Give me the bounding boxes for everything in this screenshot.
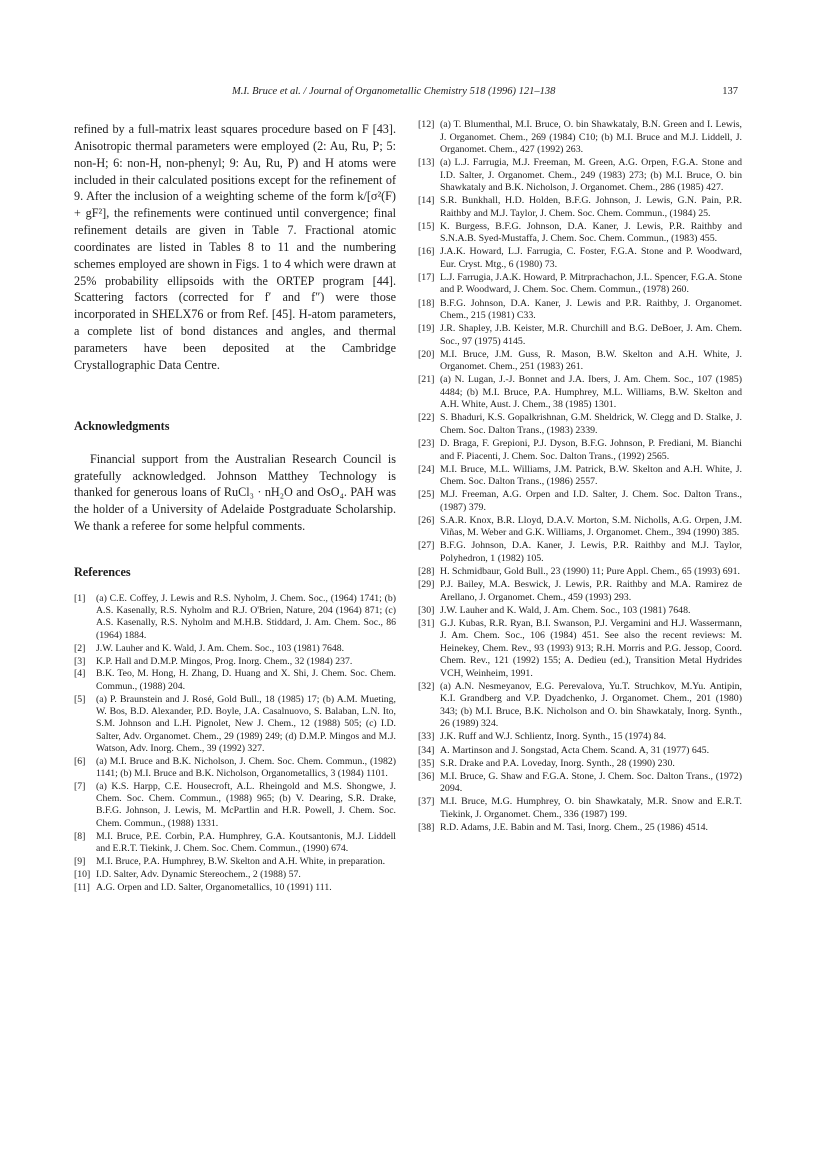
- reference-item: [418, 464, 742, 489]
- reference-item: [74, 756, 396, 781]
- reference-item: [418, 412, 742, 437]
- reference-item: [418, 579, 742, 604]
- reference-item: [74, 781, 396, 830]
- reference-item: [74, 656, 396, 668]
- reference-text: J.A.K. Howard, L.J. Farrugia, C. Foster, F.G.A. Stone and P. Woodward, Eur. Cryst. Mtg., 6 (1980) 73.: [440, 246, 742, 270]
- reference-number: [24]: [418, 463, 435, 475]
- reference-text: B.F.G. Johnson, D.A. Kaner, J. Lewis, P.R. Raithby and M.J. Taylor, Polyhedron, 1 (1982) 105.: [440, 540, 742, 564]
- reference-text: (a) T. Blumenthal, M.I. Bruce, O. bin Shawkataly, B.N. Green and I. Lewis, J. Organomet. Chem., 269 (1984) C10; (b) M.I. Bruce and M.J. Liddell, J. Organomet. Chem., 427 (1992) 263.: [440, 119, 742, 155]
- left-column: [74, 121, 396, 895]
- reference-text: K.P. Hall and D.M.P. Mingos, Prog. Inorg. Chem., 32 (1984) 237.: [96, 655, 353, 667]
- reference-text: (a) C.E. Coffey, J. Lewis and R.S. Nyholm, J. Chem. Soc., (1964) 1741; (b) A.S. Kasenally, R.S. Nyholm and R.J. O'Brien, Nature, 204 (1964) 871; (c) A.S. Kasenally, R.S. Nyholm and M.H.B. Stiddard, J. Am. Chem. Soc., 86 (1964) 1884.: [96, 592, 396, 641]
- body-paragraph: refined by a full-matrix least squares procedure based on F [43]. Anisotropic thermal parameters were employed (2: Au, Ru, P; 5: non-H; 6: non-H, non-phenyl; 9: Au, Ru, P) and H atoms were included in their calculated positions except for the refinement of 9. After the inclusion of a weighting scheme of the form k/[σ²(F) + gF²], the refinements were continued until convergence; final refinement details are given in Table 7. Fractional atomic coordinates are listed in Tables 8 to 11 and the numbering schemes employed are shown in Figs. 1 to 4 which were drawn at 25% probability ellipsoids with the ORTEP program [44]. Scattering factors (corrected for f′ and f″) were those incorporated in SHELX76 or from Ref. [45]. H-atom parameters, a complete list of bond distances and angles, and thermal parameters have been deposited at the Cambridge Crystallographic Data Centre.: [74, 122, 396, 372]
- acknowledgments-text: Financial support from the Australian Research Council is gratefully acknowledged. Johnson Matthey Technology is thanked for generous loans of RuCl₃ · nH₂O and OsO₄. PAH was the holder of a University of Adelaide Postgraduate Scholarship. We thank a referee for some helpful comments.: [74, 451, 396, 534]
- reference-text: M.I. Bruce, G. Shaw and F.G.A. Stone, J. Chem. Soc. Dalton Trans., (1972) 2094.: [440, 770, 742, 795]
- reference-number: [32]: [418, 680, 435, 692]
- reference-item: [74, 882, 396, 894]
- reference-text: S. Bhaduri, K.S. Gopalkrishnan, G.M. Sheldrick, W. Clegg and D. Stalke, J. Chem. Soc. Dalton Trans., (1983) 2339.: [440, 412, 742, 436]
- reference-text: (a) L.J. Farrugia, M.J. Freeman, M. Green, A.G. Orpen, F.G.A. Stone and I.D. Salter, J. Organomet. Chem., 249 (1983) 273; (b) M.I. Bruce, O. bin Shawkataly and B.K. Nicholson, J. Organomet. Chem., 286 (1985) 427.: [440, 157, 742, 194]
- reference-text: J.W. Lauher and K. Wald, J. Am. Chem. Soc., 103 (1981) 7648.: [440, 604, 691, 616]
- reference-number: [2]: [74, 642, 86, 654]
- reference-item: [418, 618, 742, 681]
- reference-number: [34]: [418, 744, 435, 756]
- reference-number: [10]: [74, 868, 91, 880]
- reference-text: G.J. Kubas, R.R. Ryan, B.I. Swanson, P.J. Vergamini and H.J. Wassermann, J. Am. Chem. Soc., 106 (1984) 451. See also the recent reviews: M. Heinekey, Chem. Rev., 93 (1993) 913; R.H. Morris and P.G. Jessop, Coord. Chem. Rev., 121 (1992) 155; A. Dedieu (ed.), Transition Metal Hydrides VCH, Weinheim, 1991.: [440, 617, 742, 679]
- reference-item: [74, 869, 396, 881]
- reference-number: [20]: [418, 348, 435, 360]
- reference-number: [26]: [418, 514, 435, 526]
- running-head: M.I. Bruce et al. / Journal of Organometallic Chemistry 518 (1996) 121–138: [232, 86, 556, 97]
- reference-number: [5]: [74, 693, 86, 705]
- reference-item: [418, 323, 742, 348]
- reference-text: M.I. Bruce, M.L. Williams, J.M. Patrick, B.W. Skelton and A.H. White, J. Chem. Soc. Dalton Trans., (1986) 2557.: [440, 463, 742, 488]
- page-header: [74, 86, 738, 102]
- reference-text: J.R. Shapley, J.B. Keister, M.R. Churchill and B.G. DeBoer, J. Am. Chem. Soc., 97 (1975) 4145.: [440, 323, 742, 347]
- reference-item: [418, 349, 742, 374]
- reference-item: [74, 831, 396, 856]
- references-list-left: [74, 593, 396, 894]
- reference-number: [13]: [418, 157, 435, 169]
- reference-item: [418, 745, 742, 758]
- reference-item: [418, 438, 742, 463]
- reference-text: J.K. Ruff and W.J. Schlientz, Inorg. Synth., 15 (1974) 84.: [440, 731, 667, 743]
- reference-item: [418, 540, 742, 565]
- reference-text: D. Braga, F. Grepioni, P.J. Dyson, B.F.G. Johnson, P. Frediani, M. Bianchi and F. Piacenti, J. Chem. Soc. Dalton Trans., (1992) 2565.: [440, 438, 742, 462]
- reference-number: [27]: [418, 540, 435, 552]
- reference-number: [36]: [418, 770, 435, 782]
- reference-text: R.D. Adams, J.E. Babin and M. Tasi, Inorg. Chem., 25 (1986) 4514.: [440, 821, 708, 833]
- reference-number: [30]: [418, 604, 435, 616]
- reference-text: J.W. Lauher and K. Wald, J. Am. Chem. Soc., 103 (1981) 7648.: [96, 642, 345, 654]
- reference-number: [8]: [74, 830, 86, 842]
- reference-text: H. Schmidbaur, Gold Bull., 23 (1990) 11; Pure Appl. Chem., 65 (1993) 691.: [440, 566, 741, 577]
- reference-number: [35]: [418, 757, 435, 769]
- reference-text: (a) K.S. Harpp, C.E. Housecroft, A.L. Rheingold and M.S. Shongwe, J. Chem. Soc. Chem. Commun., (1988) 965; (b) V. Dearing, S.R. Drake, B.F.G. Johnson, J. Lewis, M. McPartlin and H.R. Powell, J. Chem. Soc. Chem. Commun., (1988) 1331.: [96, 780, 396, 829]
- reference-number: [23]: [418, 438, 435, 450]
- reference-item: [418, 298, 742, 323]
- reference-number: [1]: [74, 592, 86, 604]
- reference-text: M.I. Bruce, M.G. Humphrey, O. bin Shawkataly, M.R. Snow and E.R.T. Tiekink, J. Organomet. Chem., 336 (1987) 199.: [440, 796, 742, 820]
- reference-item: [418, 272, 742, 297]
- reference-item: [418, 515, 742, 540]
- reference-item: [74, 643, 396, 655]
- reference-text: (a) N. Lugan, J.-J. Bonnet and J.A. Ibers, J. Am. Chem. Soc., 107 (1985) 4484; (b) M.I. Bruce, P.A. Humphrey, M.L. Williams, B.W. Skelton and A.H. White, Aust. J. Chem., 38 (1985) 1301.: [440, 374, 742, 411]
- reference-item: [418, 681, 742, 731]
- reference-text: (a) P. Braunstein and J. Rosé, Gold Bull., 18 (1985) 17; (b) A.M. Mueting, W. Bos, B.D. Alexander, P.D. Boyle, J.A. Casalnuovo, S. Balaban, L.N. Ito, S.M. Johnson and L.H. Pignolet, New J. Chem., 12 (1988) 505; (c) I.D. Salter, Adv. Organomet. Chem., 29 (1989) 249; (d) D.M.P. Mingos and M.J. Watson, Adv. Inorg. Chem., 39 (1992) 327.: [96, 693, 396, 754]
- reference-number: [16]: [418, 246, 435, 258]
- reference-number: [7]: [74, 780, 86, 792]
- reference-number: [22]: [418, 412, 435, 424]
- reference-number: [18]: [418, 297, 435, 309]
- reference-text: A.G. Orpen and I.D. Salter, Organometallics, 10 (1991) 111.: [96, 881, 332, 893]
- reference-item: [74, 668, 396, 693]
- reference-text: A. Martinson and J. Songstad, Acta Chem. Scand. A, 31 (1977) 645.: [440, 744, 710, 756]
- reference-number: [15]: [418, 220, 435, 232]
- acknowledgments-heading: Acknowledgments: [74, 418, 170, 433]
- reference-text: B.F.G. Johnson, D.A. Kaner, J. Lewis and P.R. Raithby, J. Organomet. Chem., 215 (1981) C33.: [440, 297, 742, 322]
- reference-item: [418, 822, 742, 835]
- reference-text: (a) A.N. Nesmeyanov, E.G. Perevalova, Yu.T. Struchkov, M.Yu. Antipin, K.I. Grandberg and V.P. Dyadchenko, J. Organomet. Chem., 201 (1980) 343; (b) M.I. Bruce, B.K. Nicholson and O. bin Shawkataly, Inorg. Synth., 26 (1989) 324.: [440, 680, 742, 730]
- right-column: [418, 119, 742, 835]
- reference-text: M.I. Bruce, P.A. Humphrey, B.W. Skelton and A.H. White, in preparation.: [96, 855, 386, 867]
- reference-text: S.R. Drake and P.A. Loveday, Inorg. Synth., 28 (1990) 230.: [440, 757, 675, 769]
- reference-number: [11]: [74, 881, 90, 893]
- reference-text: M.I. Bruce, P.E. Corbin, P.A. Humphrey, G.A. Koutsantonis, M.J. Liddell and E.R.T. Tiekink, J. Chem. Soc. Chem. Commun., (1990) 674.: [96, 830, 396, 854]
- reference-item: [74, 694, 396, 755]
- references-list-right: [418, 119, 742, 834]
- reference-number: [19]: [418, 323, 435, 335]
- reference-number: [14]: [418, 195, 435, 207]
- reference-item: [418, 157, 742, 195]
- reference-text: L.J. Farrugia, J.A.K. Howard, P. Mitrprachachon, J.L. Spencer, F.G.A. Stone and P. Woodward, J. Chem. Soc. Chem. Commun., (1978) 260.: [440, 271, 742, 296]
- reference-item: [418, 566, 742, 579]
- page-number: 137: [722, 86, 738, 97]
- reference-number: [4]: [74, 668, 86, 680]
- reference-item: [418, 758, 742, 771]
- reference-number: [33]: [418, 731, 435, 743]
- reference-item: [418, 731, 742, 744]
- reference-number: [29]: [418, 579, 435, 591]
- reference-item: [418, 119, 742, 157]
- reference-text: (a) M.I. Bruce and B.K. Nicholson, J. Chem. Soc. Chem. Commun., (1982) 1141; (b) M.I. Bruce and B.K. Nicholson, Organometallics, 3 (1984) 1101.: [96, 755, 396, 779]
- references-heading: References: [74, 564, 131, 579]
- reference-item: [418, 489, 742, 514]
- reference-item: [74, 856, 396, 868]
- reference-number: [25]: [418, 489, 435, 501]
- reference-item: [418, 246, 742, 271]
- reference-text: P.J. Bailey, M.A. Beswick, J. Lewis, P.R. Raithby and M.A. Ramirez de Arellano, J. Organomet. Chem., 459 (1993) 293.: [440, 579, 742, 603]
- reference-item: [418, 221, 742, 246]
- reference-number: [38]: [418, 821, 435, 833]
- reference-text: B.K. Teo, M. Hong, H. Zhang, D. Huang and X. Shi, J. Chem. Soc. Chem. Commun., (1988) 204.: [96, 668, 396, 692]
- reference-number: [31]: [418, 617, 435, 629]
- reference-number: [12]: [418, 119, 435, 130]
- reference-text: S.R. Bunkhall, H.D. Holden, B.F.G. Johnson, J. Lewis, G.N. Pain, P.R. Raithby and M.J. Taylor, J. Chem. Soc. Chem. Commun., (1984) 25.: [440, 195, 742, 219]
- reference-item: [418, 796, 742, 821]
- reference-text: K. Burgess, B.F.G. Johnson, D.A. Kaner, J. Lewis, P.R. Raithby and S.N.A.B. Syed-Mustaffa, J. Chem. Soc. Chem. Commun., (1983) 455.: [440, 220, 742, 245]
- reference-item: [418, 195, 742, 220]
- reference-number: [28]: [418, 566, 435, 577]
- reference-text: I.D. Salter, Adv. Dynamic Stereochem., 2 (1988) 57.: [96, 868, 301, 880]
- reference-number: [9]: [74, 855, 86, 867]
- reference-number: [37]: [418, 796, 435, 808]
- reference-item: [74, 593, 396, 642]
- reference-item: [418, 374, 742, 412]
- reference-text: M.I. Bruce, J.M. Guss, R. Mason, B.W. Skelton and A.H. White, J. Organomet. Chem., 251 (1983) 261.: [440, 348, 742, 373]
- reference-number: [21]: [418, 374, 435, 386]
- reference-number: [3]: [74, 655, 86, 667]
- reference-item: [418, 605, 742, 618]
- reference-text: M.J. Freeman, A.G. Orpen and I.D. Salter, J. Chem. Soc. Dalton Trans., (1987) 379.: [440, 489, 742, 513]
- reference-text: S.A.R. Knox, B.R. Lloyd, D.A.V. Morton, S.M. Nicholls, A.G. Orpen, J.M. Viñas, M. Weber and G.K. Williams, J. Organomet. Chem., 394 (1990) 385.: [440, 514, 742, 539]
- reference-number: [17]: [418, 271, 435, 283]
- reference-item: [418, 771, 742, 796]
- reference-number: [6]: [74, 755, 86, 767]
